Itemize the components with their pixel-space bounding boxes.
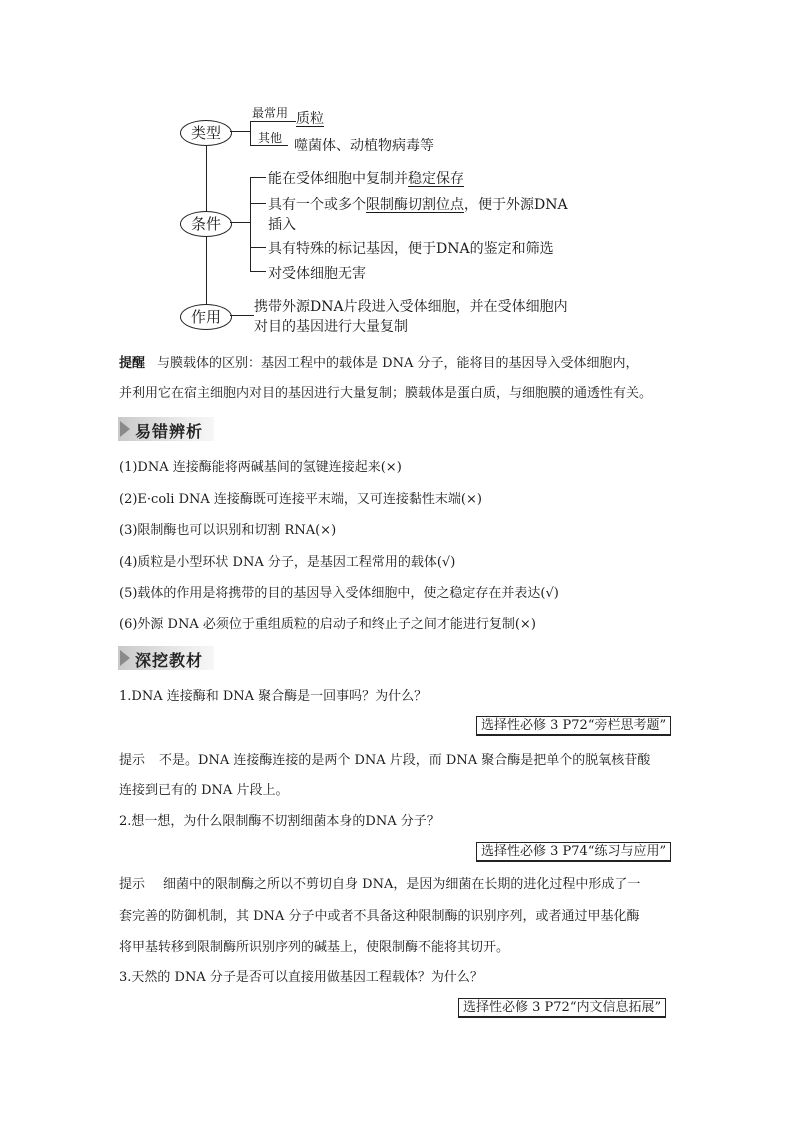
condition-bracket	[250, 177, 251, 271]
function-connector	[230, 315, 254, 316]
hint-1-label: 提示	[119, 753, 146, 768]
section-header-errors	[118, 417, 214, 441]
hint-2-text-1: 细菌中的限制酶之所以不剪切自身 DNA，是因为细菌在长期的进化过程中形成了一	[163, 877, 641, 892]
condition-1	[268, 168, 464, 188]
list-item: (5)载体的作用是将携带的目的基因导入受体细胞中，使之稳定存在并表达(√)	[119, 586, 559, 601]
section-header-textbook	[118, 646, 214, 670]
question-3-reference: 选择性必修 3 P72“内文信息拓展”	[458, 998, 666, 1018]
type-bracket	[250, 121, 251, 145]
type-branch-2-label: 其他	[258, 131, 283, 145]
type-node: 类型	[180, 120, 232, 146]
type-branch-1-line	[250, 121, 296, 122]
type-connector	[230, 131, 250, 132]
condition-2-line2: 插入	[268, 217, 296, 233]
hint-1-line-2: 连接到已有的 DNA 片段上。	[119, 783, 289, 798]
hint-2-line-2: 套完善的防御机制，其 DNA 分子中或者不具备这种限制酶的识别序列，或者通过甲基化酶	[119, 909, 640, 924]
type-branch-1-text: 质粒	[296, 111, 324, 127]
list-item: (2)E·coli DNA 连接酶既可连接平末端，又可连接黏性末端(×)	[119, 492, 482, 507]
condition-2-text: 具有一个或多个	[268, 197, 366, 213]
condition-4-line	[250, 271, 266, 272]
function-text-line1: 携带外源DNA片段进入受体细胞，并在受体细胞内	[254, 299, 568, 315]
section-title-errors: 易错辨析	[135, 422, 204, 441]
hint-1-text-1: 不是。DNA 连接酶连接的是两个 DNA 片段，而 DNA 聚合酶是把单个的脱氧核苷酸	[159, 753, 651, 768]
reminder-label: 提醒	[119, 356, 146, 371]
condition-1-text: 能在受体细胞中复制并	[268, 171, 408, 187]
reminder-line-1	[119, 352, 638, 371]
list-item: (1)DNA 连接酶能将两碱基间的氢键连接起来(×)	[119, 460, 402, 475]
triangle-icon	[120, 421, 130, 437]
triangle-icon	[120, 650, 130, 666]
hint-2-line-1	[119, 873, 640, 892]
condition-2-text-post: ，便于外源DNA	[464, 197, 568, 213]
function-node: 作用	[180, 304, 232, 330]
list-item: (4)质粒是小型环状 DNA 分子，是基因工程常用的载体(√)	[119, 555, 456, 570]
list-item: (6)外源 DNA 必须位于重组质粒的启动子和终止子之间才能进行复制(×)	[119, 617, 536, 632]
question-1: 1.DNA 连接酶和 DNA 聚合酶是一回事吗？为什么？	[119, 689, 428, 704]
condition-3-line	[250, 247, 266, 248]
reminder-text-1: 与膜载体的区别：基因工程中的载体是 DNA 分子，能将目的基因导入受体细胞内，	[157, 356, 639, 371]
hint-2-label: 提示	[119, 877, 146, 892]
condition-3: 具有特殊的标记基因，便于DNA的鉴定和筛选	[268, 241, 554, 257]
hint-2-line-3: 将甲基转移到限制酶所识别序列的碱基上，使限制酶不能将其切开。	[119, 940, 510, 955]
question-3: 3.天然的 DNA 分子是否可以直接用做基因工程载体？为什么？	[119, 970, 483, 985]
list-item: (3)限制酶也可以识别和切割 RNA(×)	[119, 523, 337, 538]
condition-1-keyword: 稳定保存	[408, 171, 464, 187]
condition-2-line	[250, 203, 266, 204]
reminder-line-2: 并利用它在宿主细胞内对目的基因进行大量复制；膜载体是蛋白质，与细胞膜的通透性有关。	[119, 386, 653, 401]
question-2-reference: 选择性必修 3 P74“练习与应用”	[476, 842, 671, 862]
question-2: 2.想一想，为什么限制酶不切割细菌本身的DNA 分子？	[119, 814, 440, 829]
condition-2	[268, 194, 568, 214]
section-title-textbook: 深挖教材	[135, 651, 204, 670]
condition-connector	[230, 222, 250, 223]
condition-1-line	[250, 177, 266, 178]
condition-node: 条件	[180, 211, 232, 237]
hint-1-line-1	[119, 749, 650, 768]
function-text-line2: 对目的基因进行大量复制	[254, 319, 408, 335]
condition-4: 对受体细胞无害	[268, 266, 366, 282]
type-branch-1-label: 最常用	[252, 106, 289, 120]
question-1-reference: 选择性必修 3 P72“旁栏思考题”	[476, 716, 671, 736]
type-branch-2-text: 噬菌体、动植物病毒等	[294, 138, 434, 154]
condition-2-keyword: 限制酶切割位点	[366, 197, 464, 213]
